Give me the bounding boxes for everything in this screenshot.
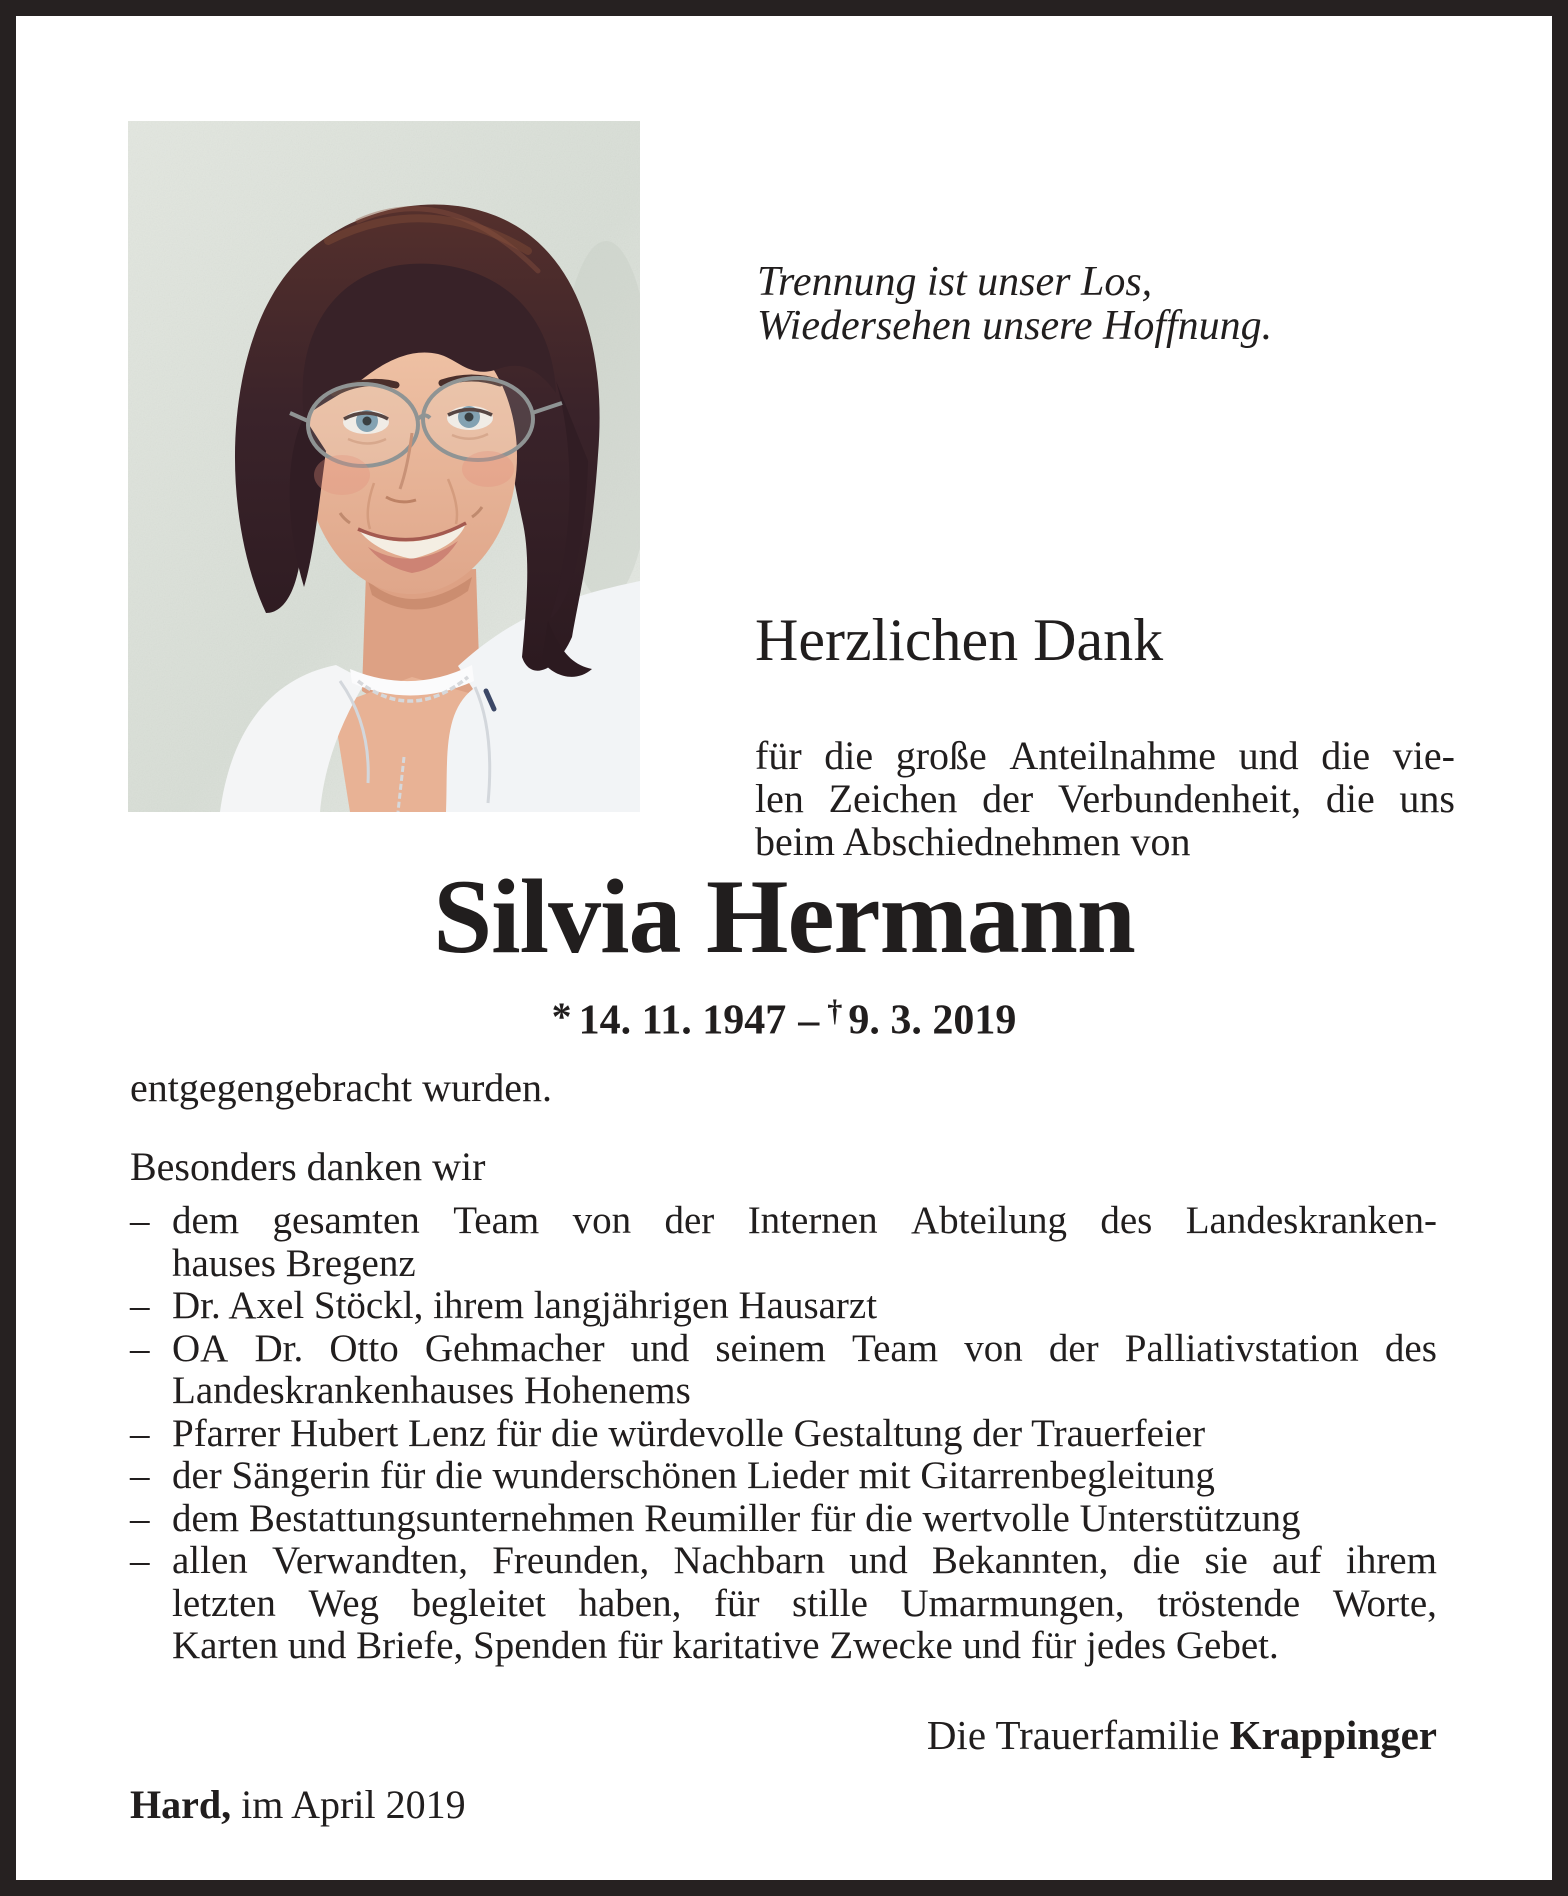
portrait-photo: [128, 121, 640, 812]
thanks-list-item: [130, 1455, 1437, 1498]
list-dash: –: [130, 1454, 150, 1497]
text-line: OA Dr. Otto Gehmacher und seinem Team von der Palliativstation des: [172, 1326, 1437, 1370]
thanks-list-item: [130, 1285, 1437, 1328]
text-line: beim Abschiednehmen von: [755, 819, 1191, 864]
list-dash: –: [130, 1496, 150, 1540]
thanks-intro: Besonders danken wir: [130, 1144, 486, 1189]
list-item-text: [172, 1498, 1437, 1541]
date-text: im April 2019: [241, 1782, 466, 1827]
quote: [757, 260, 1457, 348]
intro-paragraph: [755, 734, 1455, 863]
text-line: letzten Weg begleitet haben, für stille Umarmungen, tröstende Worte,: [172, 1581, 1437, 1625]
thanks-list-item: [130, 1540, 1437, 1668]
text-line: allen Verwandten, Freunden, Nachbarn und Bekannten, die sie auf ihrem: [172, 1539, 1437, 1582]
portrait-illustration: [128, 121, 640, 812]
closing-line: [130, 1713, 1437, 1757]
list-item-text: [172, 1540, 1437, 1668]
text-line: der Sängerin für die wunderschönen Lieder mit Gitarrenbegleitung: [172, 1454, 1215, 1497]
deceased-name: Silvia Hermann: [433, 858, 1135, 975]
list-item-text: [172, 1285, 1437, 1328]
thanks-list-item: [130, 1200, 1437, 1285]
birth-star-symbol: *: [551, 993, 572, 1039]
text-line: dem gesamten Team von der Internen Abteilung des Landeskranken-: [172, 1199, 1437, 1242]
place-name: Hard,: [130, 1782, 232, 1827]
birth-date: 14. 11. 1947: [578, 997, 787, 1044]
death-date: 9. 3. 2019: [848, 997, 1017, 1044]
cheek-right: [462, 451, 514, 487]
list-dash: –: [130, 1411, 150, 1455]
thanks-list-item: [130, 1498, 1437, 1541]
after-name-line: entgegengebracht wurden.: [130, 1065, 553, 1110]
text-line: Pfarrer Hubert Lenz für die würdevolle Gestaltung der Trauerfeier: [172, 1411, 1206, 1455]
thanks-list: [130, 1200, 1437, 1668]
text-line: Dr. Axel Stöckl, ihrem langjährigen Hausarzt: [172, 1284, 878, 1327]
list-dash: –: [130, 1539, 150, 1582]
thanks-list-item: [130, 1328, 1437, 1413]
place-date-line: [130, 1783, 466, 1826]
list-dash: –: [130, 1284, 150, 1327]
family-name: Krappinger: [1229, 1712, 1437, 1758]
list-item-text: [172, 1413, 1437, 1456]
text-line: für die große Anteilnahme und die vie-: [755, 733, 1455, 778]
thanks-heading: Herzlichen Dank: [755, 607, 1164, 673]
list-item-text: [172, 1455, 1437, 1498]
date-separator: –: [798, 997, 820, 1044]
obituary-page: [16, 16, 1552, 1880]
life-dates: [16, 988, 1552, 1044]
closing-prefix: Die Trauerfamilie: [926, 1712, 1220, 1758]
text-line: Landeskrankenhauses Hohenems: [172, 1369, 691, 1412]
list-item-text: [172, 1328, 1437, 1413]
death-dagger-symbol: †: [827, 994, 843, 1028]
text-line: Karten und Briefe, Spenden für karitative Zwecke und für jedes Gebet.: [172, 1624, 1279, 1667]
quote-line-2: Wiedersehen unsere Hoffnung.: [757, 303, 1273, 349]
cheek-left: [314, 455, 370, 495]
text-line: dem Bestattungsunternehmen Reumiller für die wertvolle Unterstützung: [172, 1496, 1301, 1540]
thanks-list-item: [130, 1413, 1437, 1456]
list-dash: –: [130, 1326, 150, 1370]
quote-line-1: Trennung ist unser Los,: [757, 259, 1153, 305]
text-line: hauses Bregenz: [172, 1241, 416, 1285]
text-line: len Zeichen der Verbundenheit, die uns: [755, 776, 1455, 821]
list-dash: –: [130, 1199, 150, 1242]
list-item-text: [172, 1200, 1437, 1285]
